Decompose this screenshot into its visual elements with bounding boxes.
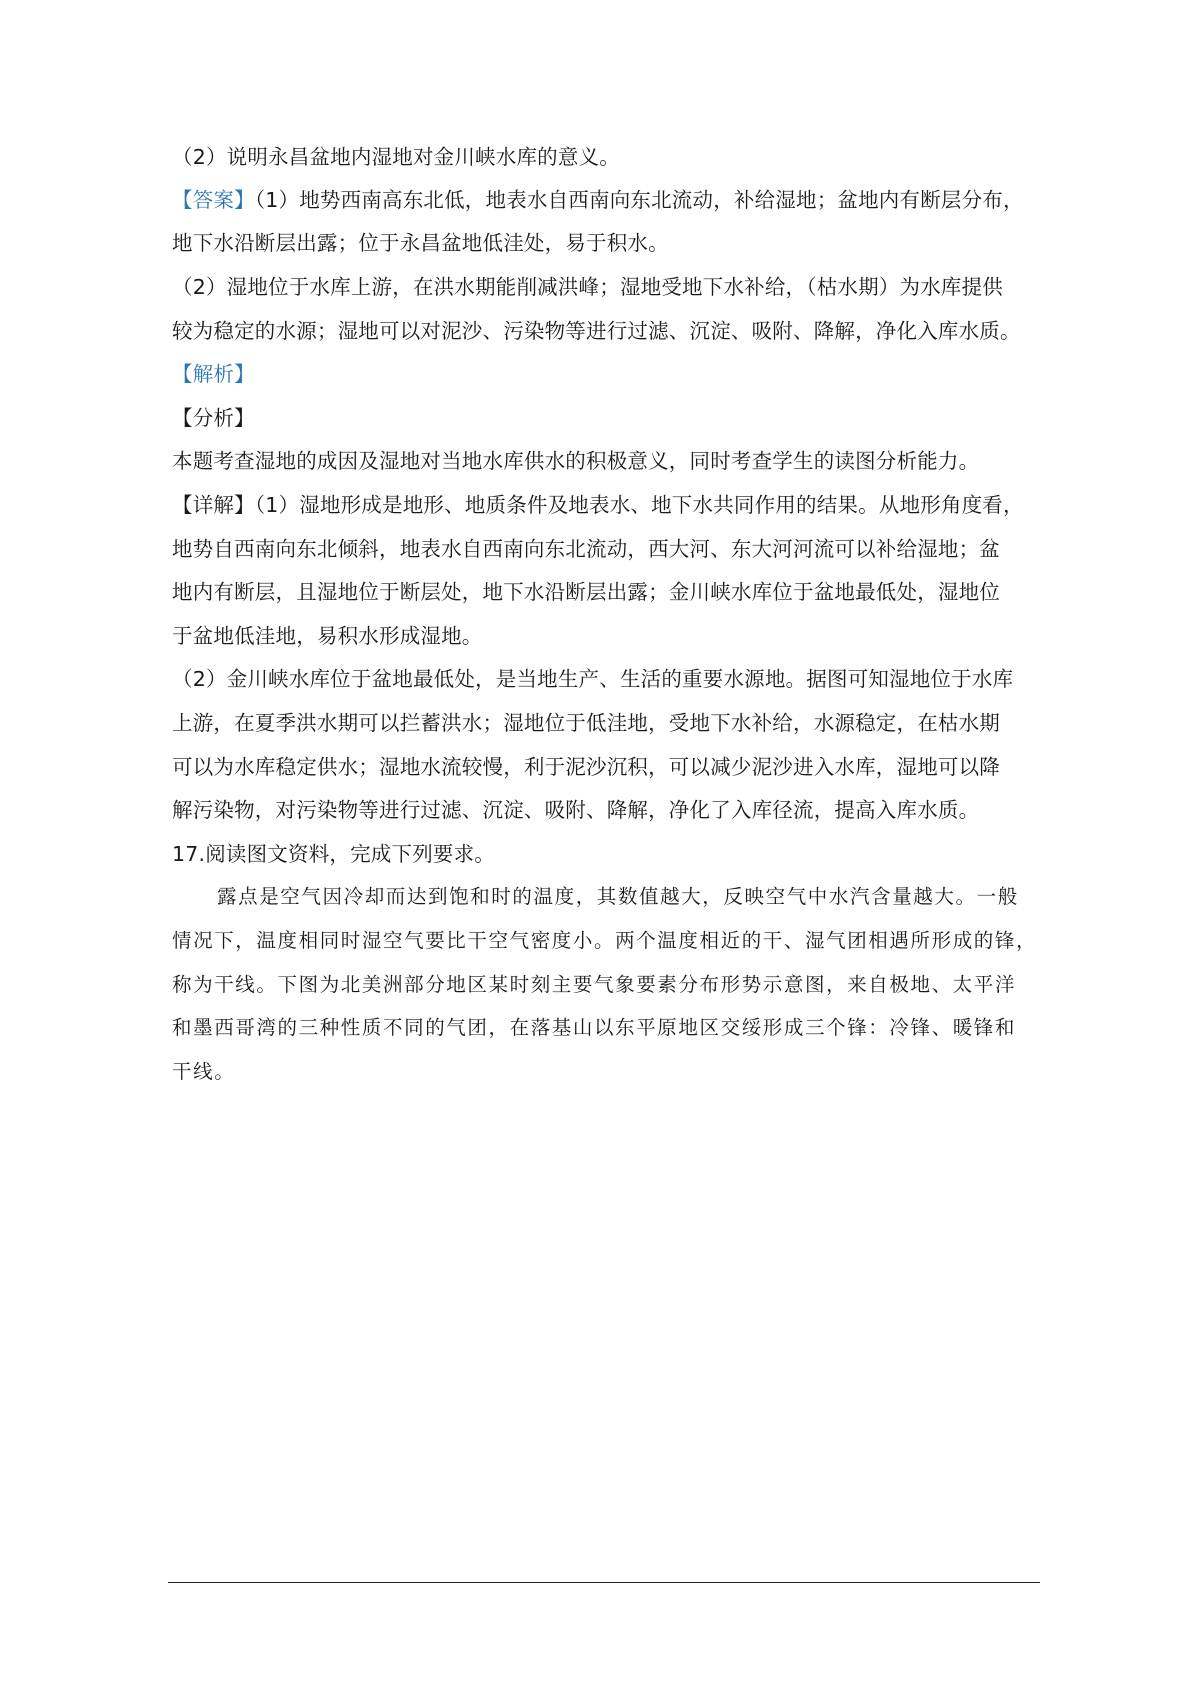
answer-line-4: 较为稳定的水源；湿地可以对泥沙、污染物等进行过滤、沉淀、吸附、降解，净化入库水质。 bbox=[172, 319, 1021, 343]
fenxi-tag: 【分析】 bbox=[172, 406, 255, 430]
question-17-title: 17.阅读图文资料，完成下列要求。 bbox=[172, 842, 496, 866]
fenxi-text: 本题考查湿地的成因及湿地对当地水库供水的积极意义，同时考查学生的读图分析能力。 bbox=[172, 449, 980, 473]
question-2-text: （2）说明永昌盆地内湿地对金川峡水库的意义。 bbox=[172, 145, 620, 169]
passage-line-2: 情况下，温度相同时湿空气要比干空气密度小。两个温度相近的干、湿气团相遇所形成的锋， bbox=[172, 929, 1038, 952]
detail-line-1-text: （1）湿地形成是地形、地质条件及地表水、地下水共同作用的结果。从地形角度看， bbox=[254, 493, 1024, 517]
footer-divider bbox=[168, 1582, 1040, 1583]
detail-line-2: 地势自西南向东北倾斜，地表水自西南向东北流动，西大河、东大河河流可以补给湿地；盆 bbox=[172, 537, 1000, 561]
passage-line-4: 和墨西哥湾的三种性质不同的气团，在落基山以东平原地区交绥形成三个锋：冷锋、暖锋和 bbox=[172, 1016, 1017, 1039]
detail-line-5: （2）金川峡水库位于盆地最低处，是当地生产、生活的重要水源地。据图可知湿地位于水库 bbox=[172, 667, 1014, 691]
passage-line-1: 露点是空气因冷却而达到饱和时的温度，其数值越大，反映空气中水汽含量越大。一般 bbox=[217, 885, 1019, 908]
detail-line-3: 地内有断层，且湿地位于断层处，地下水沿断层出露；金川峡水库位于盆地最低处，湿地位 bbox=[172, 580, 1000, 604]
detail-line-1 bbox=[172, 491, 1024, 519]
answer-line-1 bbox=[172, 186, 1024, 214]
answer-tag: 【答案】 bbox=[172, 188, 255, 212]
passage-line-3: 称为干线。下图为北美洲部分地区某时刻主要气象要素分布形势示意图，来自极地、太平洋 bbox=[172, 973, 1017, 996]
detail-line-8: 解污染物，对污染物等进行过滤、沉淀、吸附、降解，净化了入库径流，提高入库水质。 bbox=[172, 798, 980, 822]
detail-line-4: 于盆地低洼地，易积水形成湿地。 bbox=[172, 624, 483, 648]
detail-tag: 【详解】 bbox=[172, 493, 255, 517]
detail-line-7: 可以为水库稳定供水；湿地水流较慢，利于泥沙沉积，可以减少泥沙进入水库，湿地可以降 bbox=[172, 755, 1000, 779]
answer-line-1-text: （1）地势西南高东北低，地表水自西南向东北流动，补给湿地；盆地内有断层分布， bbox=[254, 188, 1024, 212]
passage-line-5: 干线。 bbox=[172, 1060, 236, 1083]
answer-line-3: （2）湿地位于水库上游，在洪水期能削减洪峰；湿地受地下水补给，（枯水期）为水库提供 bbox=[172, 275, 1003, 299]
document-page bbox=[172, 0, 1038, 1698]
answer-line-2: 地下水沿断层出露；位于永昌盆地低洼处，易于积水。 bbox=[172, 231, 669, 255]
detail-line-6: 上游，在夏季洪水期可以拦蓄洪水；湿地位于低洼地，受地下水补给，水源稳定，在枯水期 bbox=[172, 711, 1000, 735]
analysis-tag: 【解析】 bbox=[172, 362, 255, 386]
